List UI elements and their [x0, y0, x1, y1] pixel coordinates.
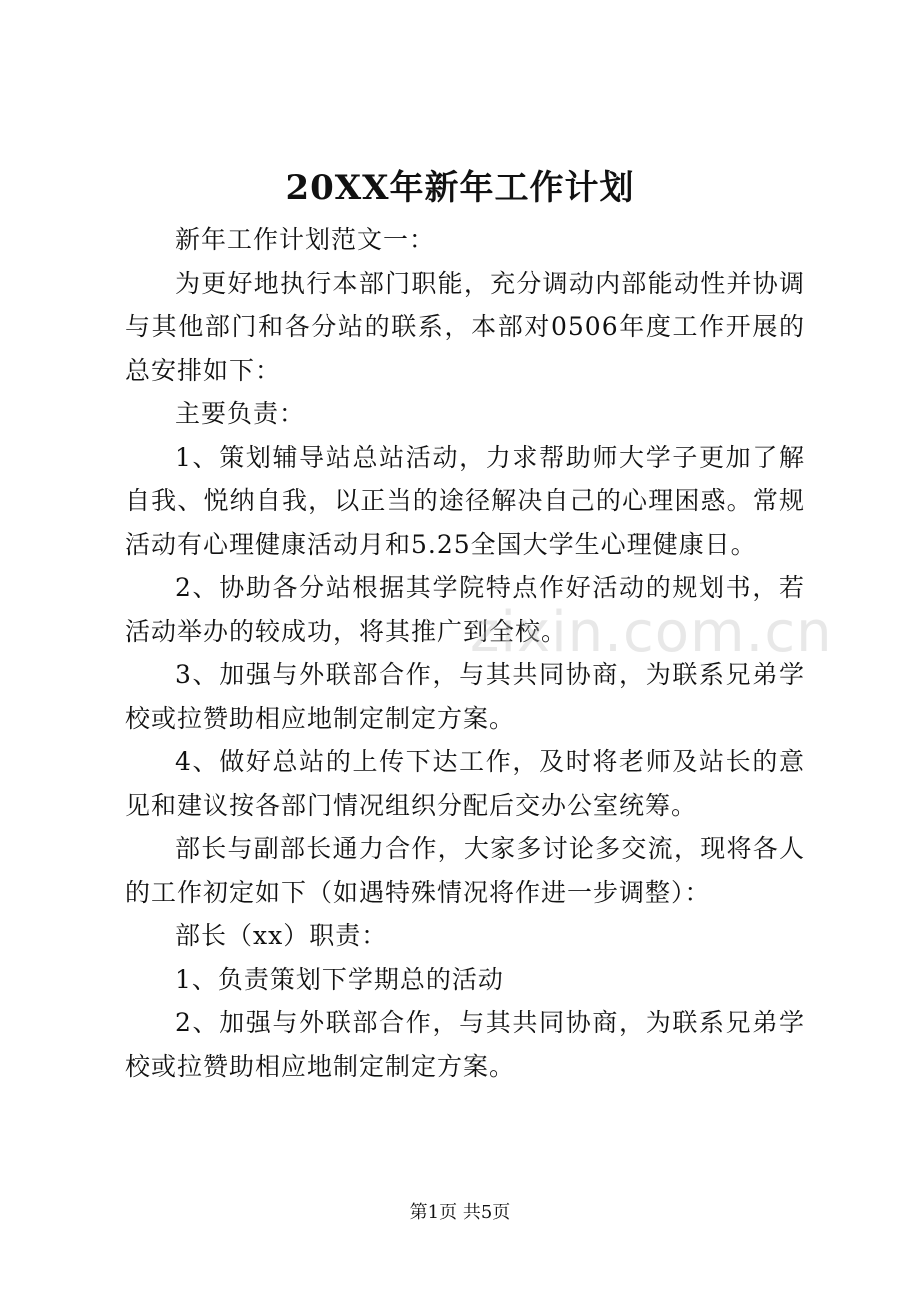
paragraph: 2、协助各分站根据其学院特点作好活动的规划书，若活动举办的较成功，将其推广到全校。 — [125, 573, 805, 646]
paragraph: 部长与副部长通力合作，大家多讨论多交流，现将各人的工作初定如下（如遇特殊情况将作进一步调整）： — [125, 834, 805, 907]
paragraph: 主要负责： — [175, 399, 306, 428]
paragraph: 新年工作计划范文一： — [175, 225, 436, 254]
watermark: zixin.com.cn — [470, 600, 833, 665]
paragraph: 3、加强与外联部合作，与其共同协商，为联系兄弟学校或拉赞助相应地制定制定方案。 — [125, 660, 805, 733]
paragraph: 1、负责策划下学期总的活动 — [175, 964, 504, 994]
paragraph: 1、策划辅导站总站活动，力求帮助师大学子更加了解自我、悦纳自我，以正当的途径解决自己的心理困惑。常规活动有心理健康活动月和5.25全国大学生心理健康日。 — [125, 442, 805, 559]
document-title: 20XX年新年工作计划 — [285, 168, 635, 208]
paragraph: 4、做好总站的上传下达工作，及时将老师及站长的意见和建议按各部门情况组织分配后交办公室统筹。 — [125, 747, 805, 820]
document-body — [125, 218, 805, 1088]
paragraph: 2、加强与外联部合作，与其共同协商，为联系兄弟学校或拉赞助相应地制定制定方案。 — [125, 1008, 805, 1081]
paragraph: 部长（xx）职责： — [175, 921, 388, 950]
paragraph: 为更好地执行本部门职能，充分调动内部能动性并协调与其他部门和各分站的联系，本部对0506年度工作开展的总安排如下： — [125, 268, 805, 385]
page-footer: 第1页 共5页 — [409, 1202, 511, 1223]
